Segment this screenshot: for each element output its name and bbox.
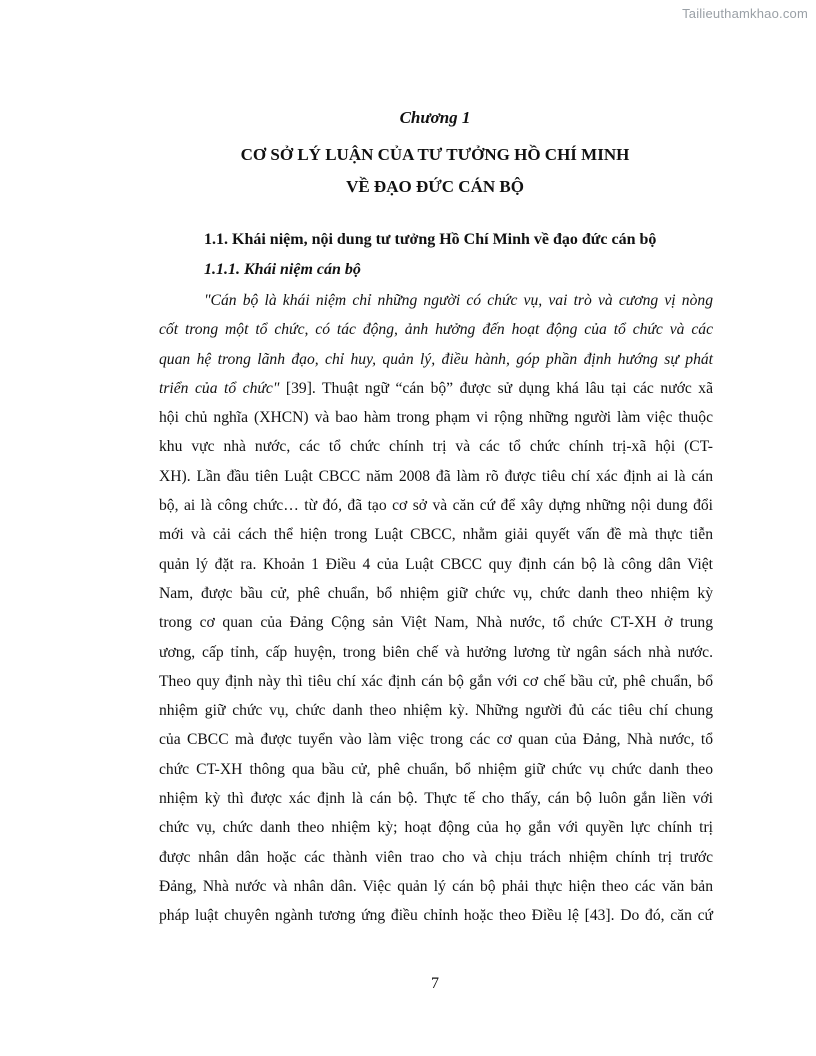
- body-line: Nam, được bầu cử, phê chuẩn, bổ nhiệm giữ chức vụ, chức danh theo nhiệm kỳ: [159, 584, 713, 602]
- chapter-label: Chương 1: [399, 108, 471, 127]
- page-number: 7: [431, 975, 439, 992]
- body-line: khu vực nhà nước, các tổ chức chính trị và các tổ chức chính trị-xã hội (CT-: [159, 438, 713, 456]
- quote-citation: [39]. Thuật ngữ “cán bộ” được sử dụng khá lâu tại các nước xã: [279, 379, 714, 397]
- body-line: quan hệ trong lãnh đạo, chỉ huy, quản lý, điều hành, góp phần định hướng sự phát: [159, 350, 713, 368]
- chapter-title: [0, 139, 816, 203]
- quote-end: triển của tổ chức": [159, 379, 280, 397]
- chapter-title-line-1: CƠ SỞ LÝ LUẬN CỦA TƯ TƯỞNG HỒ CHÍ MINH: [240, 145, 630, 164]
- body-line: của CBCC mà được tuyển vào làm việc trong các cơ quan của Đảng, Nhà nước, tổ: [159, 731, 713, 749]
- body-line: Theo quy định này thì tiêu chí xác định cán bộ gắn với cơ chế bầu cử, phê chuẩn, bổ: [159, 672, 713, 690]
- body-line: nhiệm kỳ thì được xác định là cán bộ. Thực tế cho thấy, cán bộ luôn gắn liền với: [159, 790, 713, 808]
- section-heading: 1.1. Khái niệm, nội dung tư tưởng Hồ Chí Minh về đạo đức cán bộ: [204, 231, 657, 248]
- body-line: hội chủ nghĩa (XHCN) và bao hàm trong phạm vi rộng những người làm việc thuộc: [159, 409, 713, 427]
- body-line: trong cơ quan của Đảng Cộng sản Việt Nam, Nhà nước, tổ chức CT-XH ở trung: [159, 614, 713, 632]
- body-line: [159, 374, 713, 403]
- body-line: pháp luật chuyên ngành tương ứng điều chỉnh hoặc theo Điều lệ [43]. Do đó, căn cứ: [159, 907, 713, 925]
- body-line: chức CT-XH thông qua bầu cử, phê chuẩn, bổ nhiệm giữ chức vụ chức danh theo: [159, 760, 713, 778]
- body-line: được nhân dân hoặc các thành viên trao cho và chịu trách nhiệm chính trị trước: [159, 848, 713, 866]
- body-line: mới và cải cách thể hiện trong Luật CBCC, nhằm giải quyết vấn đề mà thực tiễn: [159, 526, 713, 544]
- body-line: quản lý đặt ra. Khoản 1 Điều 4 của Luật CBCC quy định cán bộ là công dân Việt: [159, 555, 713, 573]
- subsection-heading: 1.1.1. Khái niệm cán bộ: [204, 261, 361, 278]
- body-line: cốt trong một tổ chức, có tác động, ảnh hưởng đến hoạt động của tổ chức và các: [159, 321, 713, 339]
- body-paragraph: [159, 286, 713, 931]
- body-line: "Cán bộ là khái niệm chỉ những người có chức vụ, vai trò và cương vị nòng: [204, 292, 713, 309]
- body-line: ương, cấp tỉnh, cấp huyện, trong biên chế và hưởng lương từ ngân sách nhà nước.: [159, 643, 713, 661]
- watermark-text: Tailieuthamkhao.com: [682, 6, 808, 21]
- body-line: bộ, ai là công chức… từ đó, đã tạo cơ sở và căn cứ để xây dựng những nội dung đổi: [159, 497, 713, 515]
- body-line: chức vụ, chức danh theo nhiệm kỳ; hoạt động của họ gắn với quyền lực chính trị: [159, 819, 713, 837]
- body-line: XH). Lần đầu tiên Luật CBCC năm 2008 đã làm rõ được tiêu chí xác định ai là cán: [159, 467, 713, 485]
- chapter-title-line-2: VỀ ĐẠO ĐỨC CÁN BỘ: [346, 177, 524, 196]
- body-line: nhiệm giữ chức vụ, chức danh theo nhiệm kỳ. Những người đủ các tiêu chí chung: [159, 702, 713, 720]
- body-line: Đảng, Nhà nước và nhân dân. Việc quản lý cán bộ phải thực hiện theo các văn bản: [159, 877, 713, 895]
